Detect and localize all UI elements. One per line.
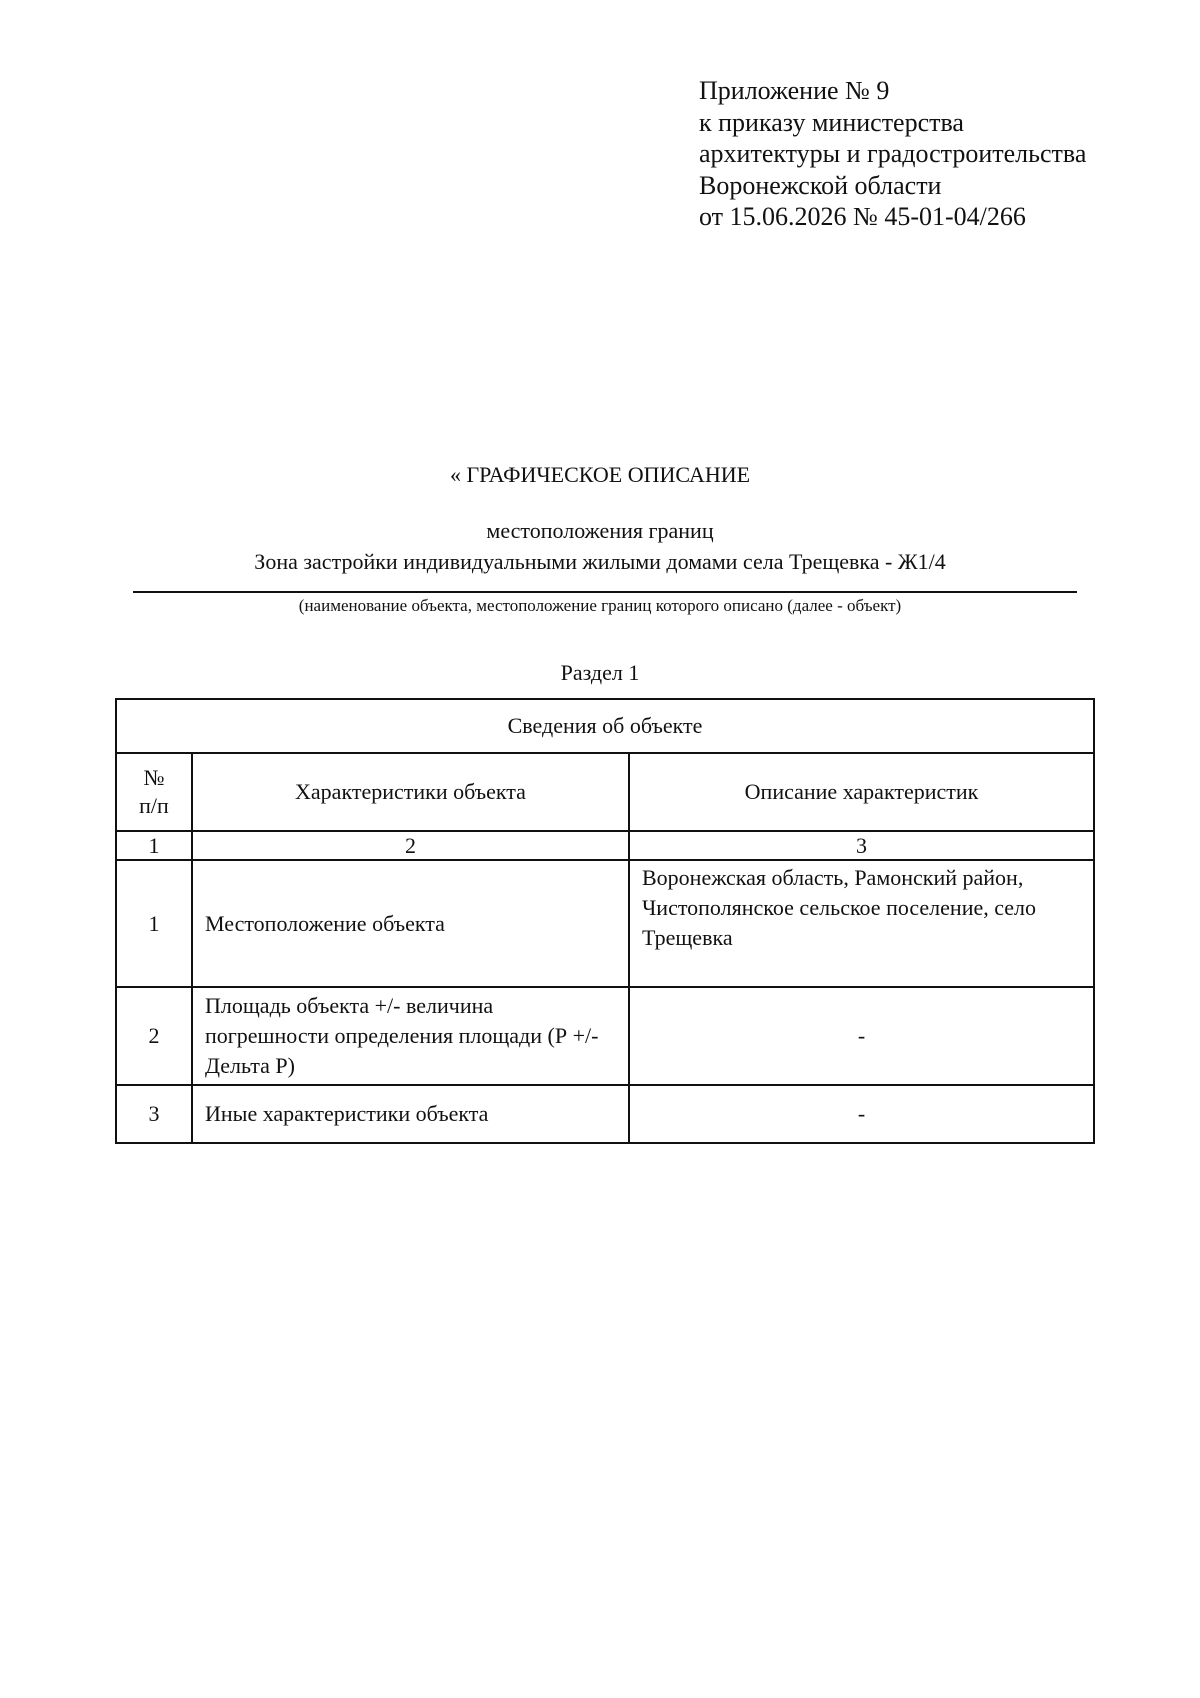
document-title: « ГРАФИЧЕСКОЕ ОПИСАНИЕ xyxy=(449,462,751,487)
header-num-line-1: № xyxy=(143,765,165,790)
row-description: Воронежская область, Рамонский район, Чистополянское сельское поселение, село Трещевка xyxy=(629,860,1094,987)
row-num: 1 xyxy=(116,860,192,987)
document-subtitle: местоположения границ xyxy=(486,518,714,543)
object-name: Зона застройки индивидуальными жилыми домами села Трещевка - Ж1/4 xyxy=(254,549,946,574)
appendix-line-5: от 15.06.2026 № 45-01-04/266 xyxy=(699,202,1026,231)
column-number-row xyxy=(116,831,1094,860)
header-num-line-2: п/п xyxy=(139,793,169,818)
table-row xyxy=(116,1085,1094,1143)
row-num: 3 xyxy=(116,1085,192,1143)
header-characteristics: Характеристики объекта xyxy=(192,753,629,831)
underline-divider xyxy=(133,591,1077,593)
object-info-table xyxy=(115,698,1095,1144)
row-characteristic: Местоположение объекта xyxy=(192,860,629,987)
column-number-3: 3 xyxy=(629,831,1094,860)
appendix-line-4: Воронежской области xyxy=(699,170,942,200)
appendix-line-2: к приказу министерства xyxy=(699,107,964,137)
table-caption-row xyxy=(116,699,1094,753)
table-header-row xyxy=(116,753,1094,831)
table-row xyxy=(116,987,1094,1085)
column-number-1: 1 xyxy=(116,831,192,860)
table-caption: Сведения об объекте xyxy=(116,699,1094,753)
column-number-2: 2 xyxy=(192,831,629,860)
table-row xyxy=(116,860,1094,987)
section-label: Раздел 1 xyxy=(560,660,640,685)
header-description: Описание характеристик xyxy=(629,753,1094,831)
appendix-line-3: архитектуры и градостроительства xyxy=(699,139,1087,168)
row-description: - xyxy=(629,987,1094,1085)
header-num xyxy=(116,753,192,831)
row-num: 2 xyxy=(116,987,192,1085)
row-description: - xyxy=(629,1085,1094,1143)
appendix-line-1: Приложение № 9 xyxy=(699,76,890,105)
object-name-caption: (наименование объекта, местоположение границ которого описано (далее - объект) xyxy=(298,596,902,615)
appendix-block xyxy=(699,75,1179,233)
row-characteristic: Площадь объекта +/- величина погрешности определения площади (Р +/- Дельта Р) xyxy=(192,987,629,1085)
row-characteristic: Иные характеристики объекта xyxy=(192,1085,629,1143)
